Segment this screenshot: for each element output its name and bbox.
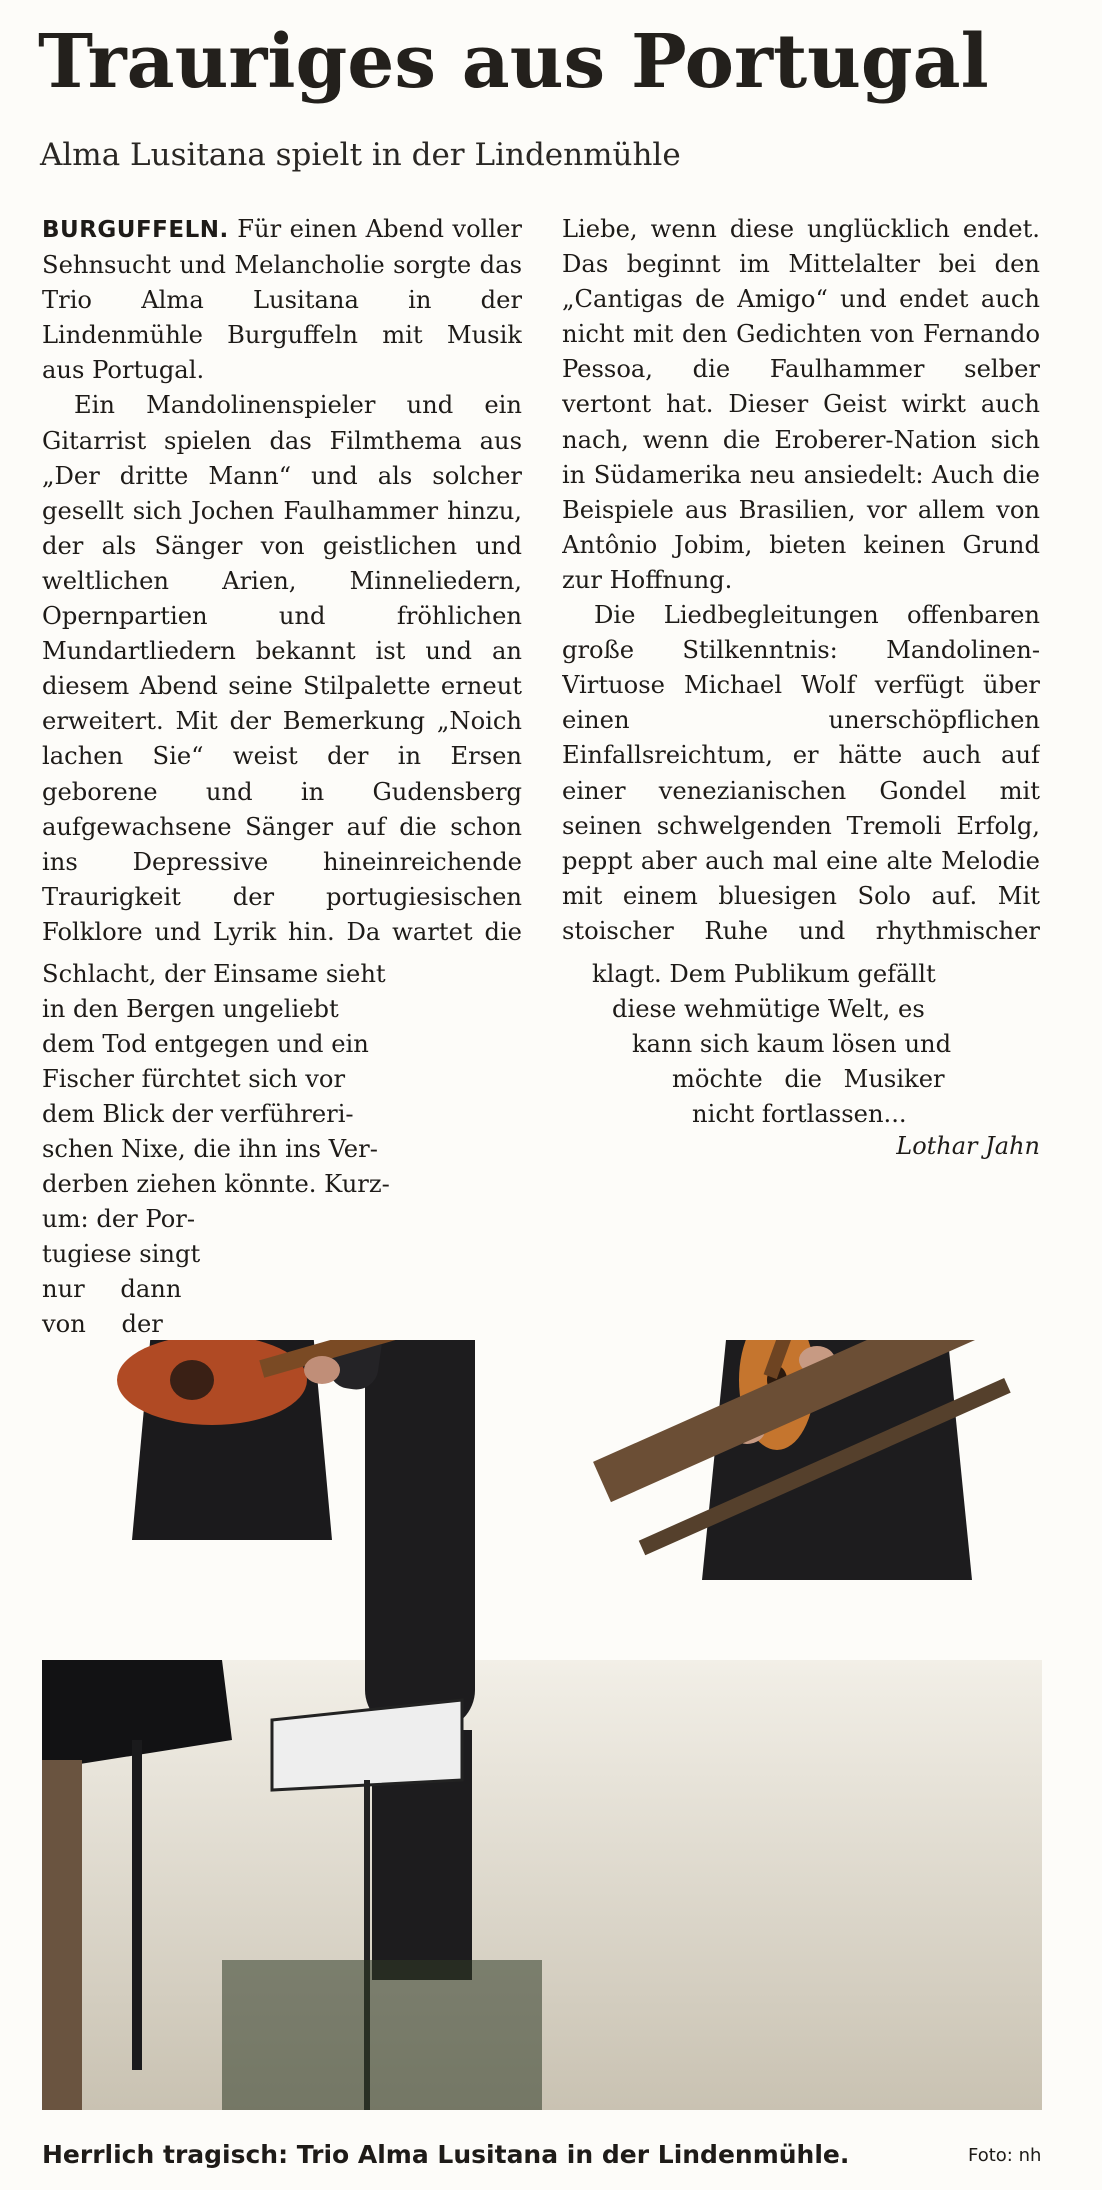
left-tail-line: derben ziehen könnte. Kurz- — [42, 1170, 390, 1198]
left-tail-line: in den Bergen ungeliebt — [42, 995, 339, 1023]
left-tail-line: dem Blick der verführeri- — [42, 1100, 354, 1128]
left-tail-line: schen Nixe, die ihn ins Ver- — [42, 1135, 378, 1163]
right-paragraph-2: Die Liedbegleitungen offenbaren große Stilkenntnis: Mandolinen-Virtuose Michael Wolf verfügt über einen unerschöpflichen Einfallsreichtum, er hätte auch auf einer venezianischen Gondel mit seinen schwelgenden Tremoli Erfolg, peppt aber auch mal eine alte Melodie mit einem bluesigen Solo auf. Mit stoischer Ruhe und rhythmischer — [562, 601, 1040, 945]
right-tail-line: nicht fortlassen... — [692, 1100, 907, 1128]
right-tail-line: klagt. Dem Publikum gefällt — [592, 960, 936, 988]
subheadline: Alma Lusitana spielt in der Lindenmühle — [40, 137, 681, 173]
concert-photo — [42, 1340, 1042, 2110]
dateline: BURGUFFELN. — [42, 217, 229, 243]
author-byline: Lothar Jahn — [896, 1132, 1040, 1160]
right-column — [562, 212, 1040, 952]
left-tail-line: um: der Por- — [42, 1205, 195, 1233]
right-paragraph-1: Liebe, wenn diese unglücklich endet. Das beginnt im Mittelalter bei den „Cantigas de Amigo“ und endet auch nicht mit den Gedichten von Fernando Pessoa, die Faulhammer selber vertont hat. Dieser Geist wirkt auch nach, wenn die Eroberer-Nation sich in Südamerika neu ansiedelt: Auch die Beispiele aus Brasilien, vor allem von Antônio Jobim, bieten keinen Grund zur Hoffnung. — [562, 215, 1040, 594]
left-tail-line: nur dann — [42, 1275, 182, 1303]
right-tail-line: kann sich kaum lösen und — [632, 1030, 952, 1058]
left-tail-line: dem Tod entgegen und ein — [42, 1030, 369, 1058]
left-paragraph-2: Ein Mandolinenspieler und ein Gitarrist spielen das Filmthema aus „Der dritte Mann“ und als solcher gesellt sich Jochen Faulhammer hinzu, der als Sänger von geistlichen und weltlichen Arien, Minneliedern, Opernpartien und fröhlichen Mundartliedern bekannt ist und an diesem Abend seine Stilpalette erneut erweitert. Mit der Bemerkung „Noich lachen Sie“ weist der in Ersen geborene und in Gudensberg aufgewachsene Sänger auf die schon ins Depressive hineinreichende Traurigkeit der portugiesischen Folklore und Lyrik hin. Da wartet die — [42, 391, 522, 946]
right-tail-line: diese wehmütige Welt, es — [612, 995, 925, 1023]
left-column — [42, 212, 522, 952]
photo-credit: Foto: nh — [968, 2145, 1042, 2166]
left-tail-line: von der — [42, 1310, 163, 1338]
right-tail-line: möchte die Musiker — [672, 1065, 945, 1093]
left-tail-line: Schlacht, der Einsame sieht — [42, 960, 386, 988]
headline: Trauriges aus Portugal — [38, 19, 989, 105]
photo-caption: Herrlich tragisch: Trio Alma Lusitana in der Lindenmühle. — [42, 2140, 850, 2169]
left-tail-line: Fischer fürchtet sich vor — [42, 1065, 346, 1093]
left-tail-line: tugiese singt — [42, 1240, 201, 1268]
left-paragraph-1: BURGUFFELN. Für einen Abend voller Sehnsucht und Melancholie sorgte das Trio Alma Lusitana in der Lindenmühle Burguffeln mit Musik aus Portugal. — [42, 215, 522, 385]
floor-shadow — [222, 1960, 542, 2110]
